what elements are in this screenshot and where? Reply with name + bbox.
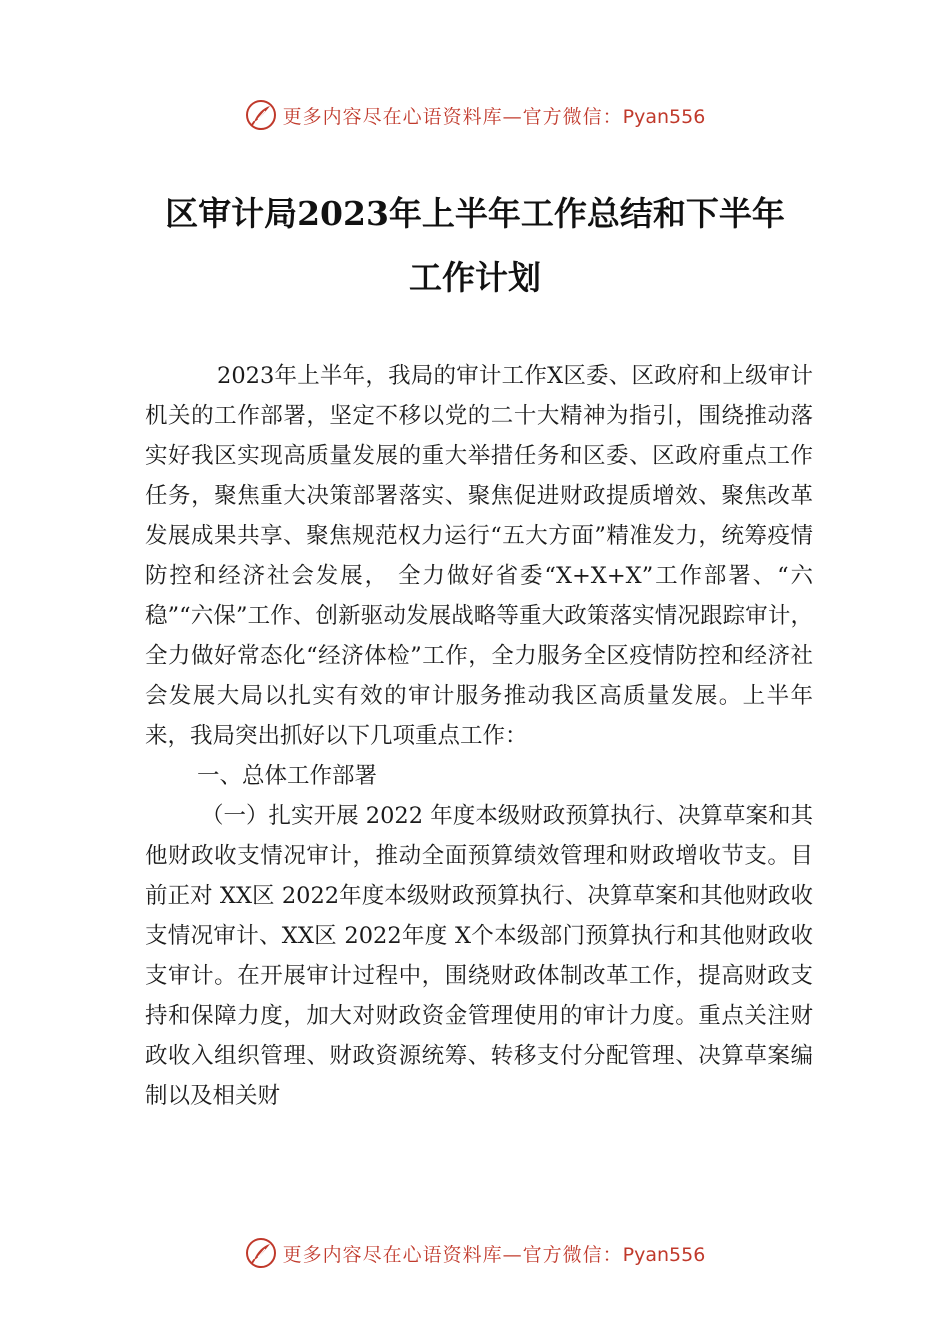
banner-label: 更多内容尽在心语资料库—官方微信： [282,1243,623,1266]
banner-text [283,102,706,129]
footer-banner [0,1233,950,1273]
header-banner [0,95,950,135]
section-heading: 一、总体工作部署 [197,763,378,789]
quill-pen-logo-icon [245,1237,277,1269]
wechat-id: Pyan556 [622,105,706,128]
banner-label: 更多内容尽在心语资料库—官方微信： [282,105,623,128]
subsection-paragraph: （一）扎实开展 2022 年度本级财政预算执行、决算草案和其他财政收支情况审计，推动全面预算绩效管理和财政增收节支。目前正对 XX区 2022年度本级财政预算执行、决算草案和其他财政收支情况审计、XX区 2022年度 X个本级部门预算执行和其他财政收支审计。在开展审计过程中，围绕财政体制改革工作，提高财政支持和保障力度，加大对财政资金管理使用的审计力度。重点关注财政收入组织管理、财政资源统筹、转移支付分配管理、决算草案编制以及相关财 [145,803,813,1109]
quill-pen-logo-icon [245,99,277,131]
intro-paragraph: 2023年上半年，我局的审计工作X区委、区政府和上级审计机关的工作部署，坚定不移以党的二十大精神为指引，围绕推动落实好我区实现高质量发展的重大举措任务和区委、区政府重点工作任务，聚焦重大决策部署落实、聚焦促进财政提质增效、聚焦改革发展成果共享、聚焦规范权力运行“五大方面”精准发力，统筹疫情防控和经济社会发展， 全力做好省委“X+X+X”工作部署、“六稳”“六保”工作、创新驱动发展战略等重大政策落实情况跟踪审计，全力做好常态化“经济体检”工作，全力服务全区疫情防控和经济社会发展大局以扎实有效的审计服务推动我区高质量发展。上半年来，我局突出抓好以下几项重点工作： [145,363,813,749]
wechat-id: Pyan556 [622,1243,706,1266]
title-line-1: 区审计局2023年上半年工作总结和下半年 [165,194,785,233]
document-body [145,356,813,1116]
document-title [100,182,850,310]
title-line-2: 工作计划 [409,258,541,297]
banner-text [283,1240,706,1267]
